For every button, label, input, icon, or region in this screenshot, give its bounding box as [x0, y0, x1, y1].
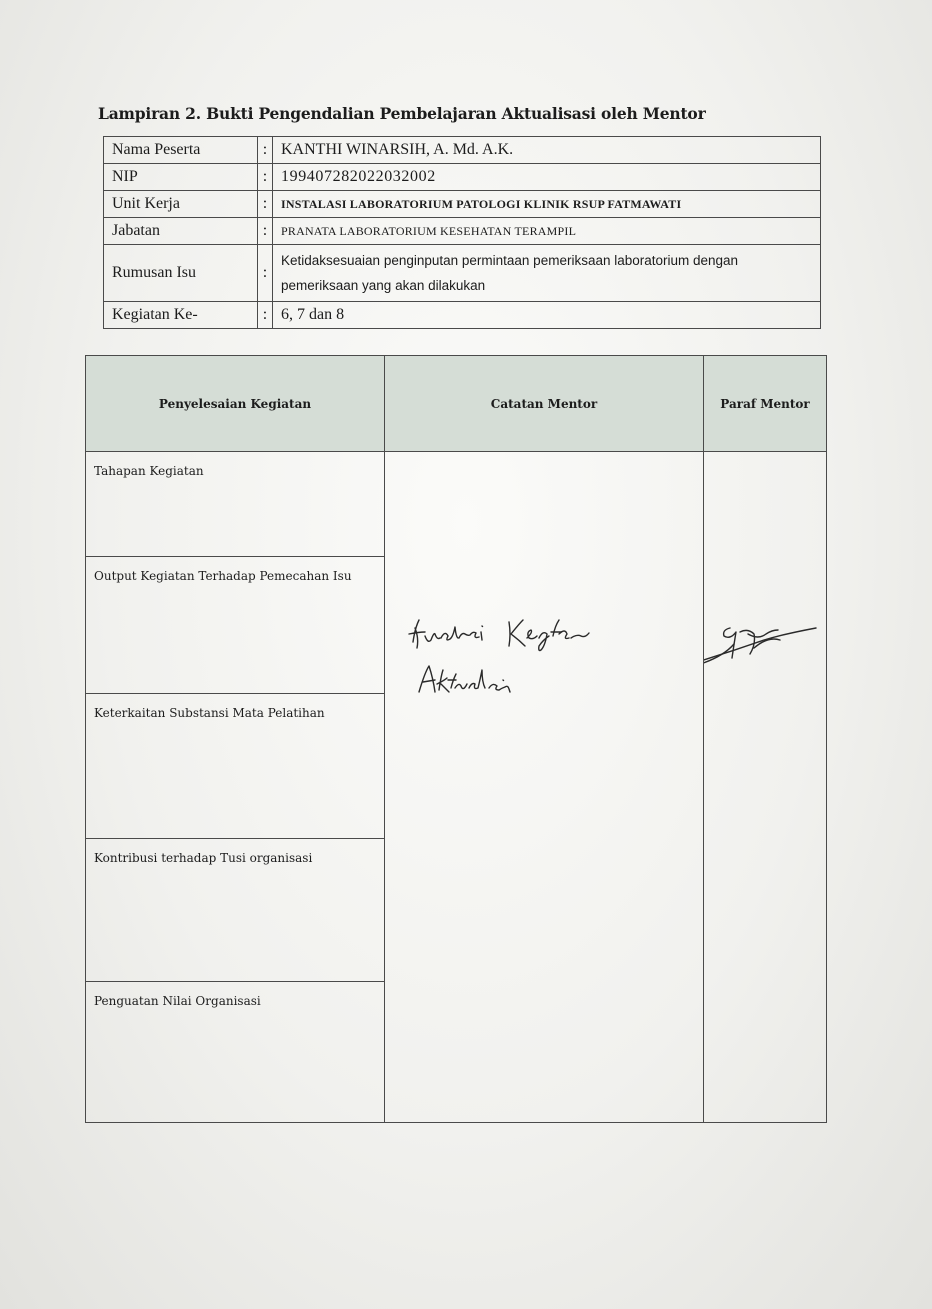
info-value-kegiatan: 6, 7 dan 8 — [273, 302, 821, 329]
mentor-handwritten-note — [385, 452, 701, 1072]
table-row — [86, 452, 827, 557]
mentor-signature — [704, 452, 820, 1072]
info-value-jabatan: PRANATA LABORATORIUM KESEHATAN TERAMPIL — [273, 218, 821, 245]
info-value-rumusan-isu: Ketidaksesuaian penginputan permintaan pemeriksaan laboratorium dengan pemeriksaan yang akan dilakukan — [273, 245, 821, 302]
header-paraf-mentor: Paraf Mentor — [704, 356, 827, 452]
header-penyelesaian-kegiatan: Penyelesaian Kegiatan — [86, 356, 385, 452]
info-label: Rumusan Isu — [104, 245, 258, 302]
table-header-row — [86, 356, 827, 452]
info-label: NIP — [104, 164, 258, 191]
info-label: Kegiatan Ke- — [104, 302, 258, 329]
info-row-kegiatan — [104, 302, 821, 329]
catatan-mentor-cell — [385, 452, 704, 1123]
section-penguatan-nilai: Penguatan Nilai Organisasi — [86, 982, 385, 1123]
info-value-nama: KANTHI WINARSIH, A. Md. A.K. — [273, 137, 821, 164]
section-keterkaitan-substansi: Keterkaitan Substansi Mata Pelatihan — [86, 694, 385, 839]
info-row-nama — [104, 137, 821, 164]
paraf-mentor-cell — [704, 452, 827, 1123]
info-value-unit-kerja: INSTALASI LABORATORIUM PATOLOGI KLINIK RSUP FATMAWATI — [273, 191, 821, 218]
info-value-nip: 199407282022032002 — [273, 164, 821, 191]
info-separator: : — [258, 302, 273, 329]
section-output-kegiatan: Output Kegiatan Terhadap Pemecahan Isu — [86, 557, 385, 694]
section-tahapan-kegiatan: Tahapan Kegiatan — [86, 452, 385, 557]
section-kontribusi-tusi: Kontribusi terhadap Tusi organisasi — [86, 839, 385, 982]
info-row-nip — [104, 164, 821, 191]
info-separator: : — [258, 218, 273, 245]
participant-info-table — [103, 136, 821, 329]
info-row-jabatan — [104, 218, 821, 245]
info-row-unit-kerja — [104, 191, 821, 218]
info-separator: : — [258, 245, 273, 302]
info-label: Unit Kerja — [104, 191, 258, 218]
header-catatan-mentor: Catatan Mentor — [385, 356, 704, 452]
info-row-rumusan-isu — [104, 245, 821, 302]
mentor-control-table — [85, 355, 827, 1123]
info-label: Jabatan — [104, 218, 258, 245]
page-title: Lampiran 2. Bukti Pengendalian Pembelajaran Aktualisasi oleh Mentor — [98, 104, 706, 123]
info-separator: : — [258, 191, 273, 218]
info-label: Nama Peserta — [104, 137, 258, 164]
info-separator: : — [258, 164, 273, 191]
info-separator: : — [258, 137, 273, 164]
